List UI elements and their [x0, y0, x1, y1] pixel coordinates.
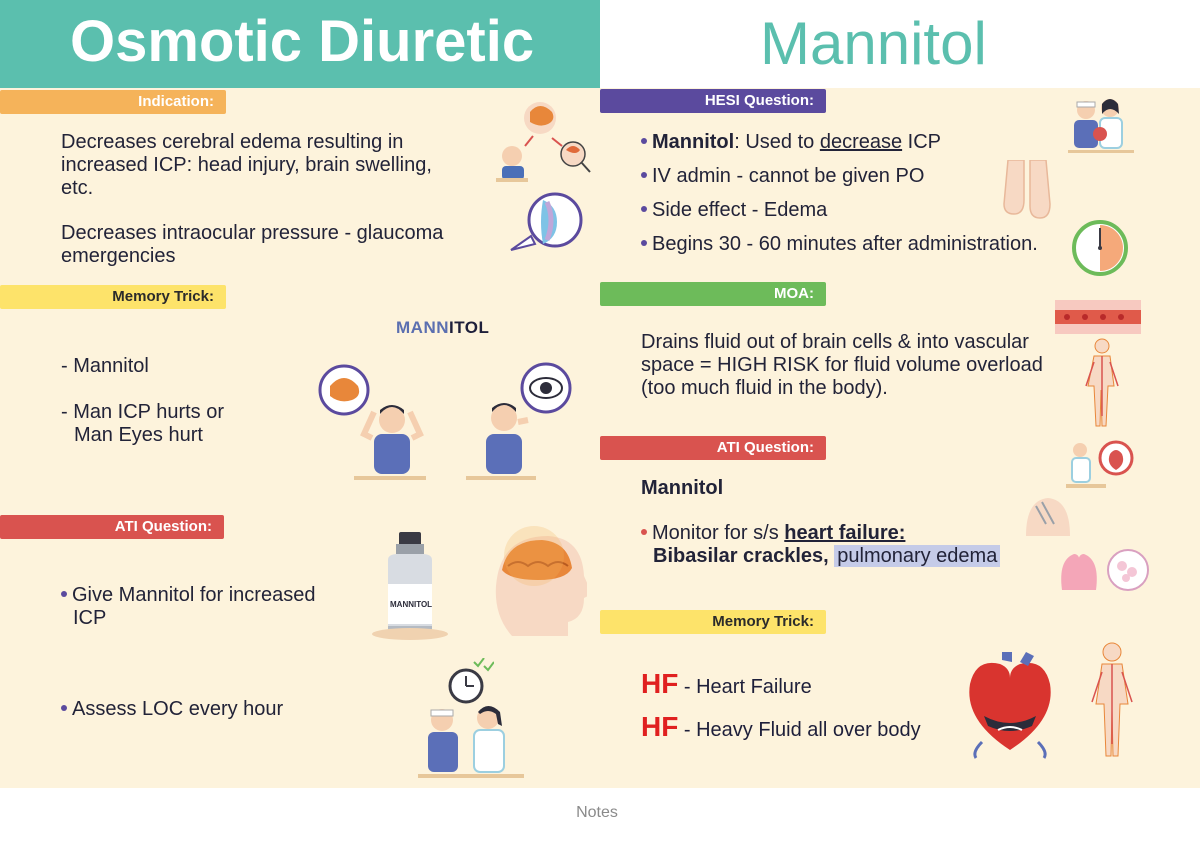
tired-heart-icon	[962, 650, 1058, 760]
brain-injury-illustration	[490, 98, 595, 188]
body-fluid-icon	[1086, 642, 1138, 760]
indication-line3: etc.	[61, 177, 94, 199]
hesi-b1-bold: Mannitol	[652, 131, 735, 153]
hesi-b1-under: decrease	[819, 131, 903, 153]
bullet-dot	[641, 138, 647, 144]
ati-left-item2-text: Assess LOC every hour	[72, 698, 284, 720]
body-circulation-icon	[1080, 338, 1124, 430]
heart-exam-icon	[1066, 440, 1134, 492]
indication-label: Indication:	[0, 90, 226, 114]
headache-man-illustration	[314, 362, 426, 486]
ati-right-b1-line2	[653, 545, 1000, 568]
hesi-b1-rest: : Used to	[734, 131, 820, 153]
bullet-dot	[61, 591, 67, 597]
mannitol-bottle-illustration	[372, 530, 448, 642]
moa-label: MOA:	[600, 282, 826, 306]
left-title: Osmotic Diuretic	[70, 9, 535, 74]
hesi-b3-text: Side effect - Edema	[652, 199, 828, 221]
ati-left-item1a-text: Give Mannitol for increased	[72, 584, 316, 606]
hesi-b1	[641, 131, 941, 154]
memory-label-left: Memory Trick:	[0, 285, 226, 309]
hf2-abbrev: HF	[641, 711, 679, 742]
mannitol-word	[396, 318, 489, 338]
hf1-abbrev: HF	[641, 668, 679, 699]
footer-notes: Notes	[576, 804, 618, 821]
moa-line1: Drains fluid out of brain cells & into vascular	[641, 331, 1029, 353]
ati-right-b1-c: Bibasilar crackles,	[653, 545, 829, 567]
hf-line2	[641, 711, 921, 746]
memory-label-right: Memory Trick:	[600, 610, 826, 634]
ati-right-heading: Mannitol	[641, 477, 724, 499]
ati-right-b1-b: heart failure:	[784, 522, 906, 544]
memory-item3: Man Eyes hurt	[74, 424, 203, 446]
ati-left-item1b: ICP	[73, 607, 107, 629]
moa-line3: (too much fluid in the body).	[641, 377, 888, 399]
hf1-text: - Heart Failure	[678, 676, 812, 698]
mannitol-word-man: MANN	[396, 318, 449, 337]
bullet-dot	[61, 705, 67, 711]
memory-item2: - Man ICP hurts or	[61, 401, 225, 423]
ati-right-b1	[641, 522, 905, 545]
indication-line4: Decreases intraocular pressure - glaucoma	[61, 222, 444, 244]
back-auscultation-icon	[1020, 494, 1076, 536]
ati-label-right: ATI Question:	[600, 436, 826, 460]
hesi-label: HESI Question:	[600, 89, 826, 113]
bullet-dot	[641, 529, 647, 535]
bullet-dot	[641, 172, 647, 178]
nurse-patient-icon	[1068, 96, 1134, 156]
indication-line5: emergencies	[61, 245, 176, 267]
eye-pain-man-illustration	[460, 362, 580, 486]
moa-line2: space = HIGH RISK for fluid volume overload	[641, 354, 1043, 376]
hesi-b1-end: ICP	[902, 131, 942, 153]
hesi-b3	[641, 199, 827, 222]
bottle-label: MANNITOL	[390, 600, 433, 609]
head-brain-illustration	[482, 526, 587, 642]
ati-left-item1a	[61, 584, 315, 607]
bullet-dot	[641, 206, 647, 212]
lungs-icon	[1056, 546, 1150, 596]
memory-item1: - Mannitol	[61, 355, 149, 377]
mannitol-word-itol: ITOL	[449, 318, 490, 337]
indication-line1: Decreases cerebral edema resulting in	[61, 131, 404, 153]
bullet-dot	[641, 240, 647, 246]
swollen-feet-icon	[1000, 160, 1056, 222]
indication-line2: increased ICP: head injury, brain swelling,	[61, 154, 432, 176]
eye-pressure-illustration	[507, 190, 587, 254]
ati-right-b1-d: pulmonary edema	[834, 545, 1000, 567]
blood-vessel-icon	[1055, 300, 1141, 334]
hesi-b4-text: Begins 30 - 60 minutes after administration.	[652, 233, 1038, 255]
hf-line1	[641, 668, 812, 703]
clock-check-icon	[444, 658, 494, 706]
hf2-text: - Heavy Fluid all over body	[678, 719, 921, 741]
hesi-b2-text: IV admin - cannot be given PO	[652, 165, 925, 187]
clock-icon	[1070, 218, 1130, 278]
ati-label-left: ATI Question:	[0, 515, 224, 539]
hesi-b2	[641, 165, 924, 188]
ati-left-item2	[61, 698, 283, 721]
ati-right-b1-a: Monitor for s/s	[652, 522, 785, 544]
right-title: Mannitol	[760, 10, 987, 77]
nurse-patient-illustration	[416, 700, 526, 780]
hesi-b4	[641, 233, 1038, 256]
